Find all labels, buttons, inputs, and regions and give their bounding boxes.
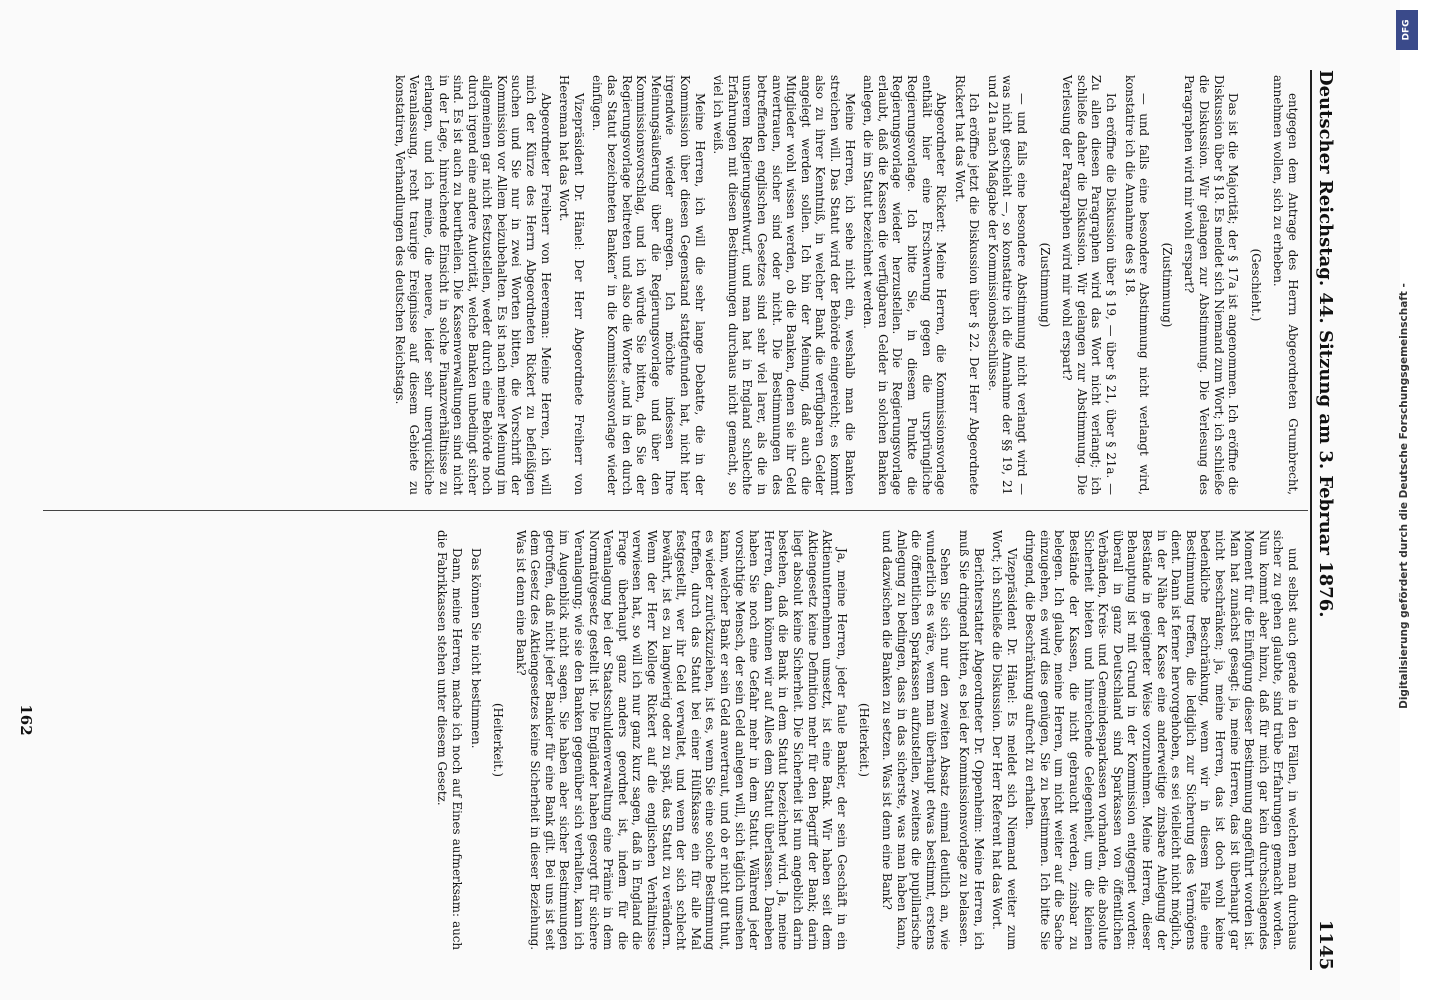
paragraph: — und falls eine besondere Abstimmung nicht verlangt wird — was nicht geschieht —, so konstatire ich die Annahme der §§ 19, 21 und 21a nach Maßgabe der Kommissionsbeschlüsse. bbox=[985, 75, 1030, 495]
paragraph: — und falls eine besondere Abstimmung nicht verlangt wird, konstatire ich die Annahme des § 18. bbox=[1122, 75, 1152, 495]
page-header bbox=[1315, 70, 1355, 970]
paragraph: Berichterstatter Abgeordneter Dr. Oppenheim: Meine Herren, ich muß Sie dringend bitten, es bei der Kommissionsvorlage zu belassen. bbox=[956, 530, 986, 950]
stage-direction: (Heiterkeit.) bbox=[491, 702, 506, 777]
column-divider bbox=[43, 510, 1308, 511]
right-column bbox=[431, 530, 1300, 950]
paragraph: Abgeordneter Rickert: Meine Herren, die Kommissionsvorlage enthält hier eine Erschwerung gegen die ursprüngliche Regierungsvorlage. Ich bitte Sie, in diesem Punkte die Regierungsvorlage wieder herzustellen. Die Regierungsvorlage erlaubt, daß die Kassen die verfügbaren Gelder in solchen Banken anlegen, die im Statut bezeichnet werden. bbox=[861, 75, 949, 495]
paragraph: Ich eröffne jetzt die Diskussion über § 22. Der Herr Abgeordnete Rickert hat das Wort. bbox=[952, 75, 982, 495]
paragraph: Vizepräsident Dr. Hänel: Der Herr Abgeordnete Freiherr von Heereman hat das Wort. bbox=[557, 75, 586, 495]
paragraph: und selbst auch gerade in den Fällen, in welchen man durchaus sicher zu gehen glaubte, sind trübe Erfahrungen gemacht worden. Nun kommt aber hinzu, daß für mich gar kein durchschlagendes Moment für die Einfügung dieser Bestimmung angeführt worden ist. Man hat zunächst gesagt: ja, meine Herren, das ist überhaupt gar nicht beschränken; ja, meine Herren, das ist doch wohl keine bedenkliche Beschränkung, wenn wir in diesem Falle eine Bestimmung treffen, die lediglich zur Sicherung des Vermögens dient. Dann ist ferner hervorgehoben, es sei vielleicht nicht möglich, in der Nähe der Kasse eine anderweitige zinsbare Anlegung der Bestände in geeigneter Weise vorzunehmen. Meine Herren, dieser Behauptung ist mit Grund in der Kommission entgegnet worden: überall in ganz Deutschland sind Sparkassen von öffentlichen Verbänden, Kreis- und Gemeindesparkassen vorhanden, die absolute Sicherheit bieten und hinreichende Gelegenheit, um die kleinen Bestände der Kassen, die nicht gebraucht werden, zinsbar zu belegen. Ich glaube, meine Herren, um nicht weiter auf die Sache einzugehen, es wird dies genügen, Sie zu bestimmen. Ich bitte Sie dringend, die Beschränkung aufrecht zu erhalten. bbox=[1023, 530, 1300, 950]
paragraph: entgegen dem Antrage des Herrn Abgeordneten Grumbrecht, annehmen wollen, sich zu erheben. bbox=[1271, 75, 1300, 495]
header-rule bbox=[1310, 70, 1312, 970]
paragraph: Meine Herren, ich sehe nicht ein, weshalb man die Banken streichen will. Das Statut wird der Behörde eingereicht; es kommt also zu ihrer Kenntniß, in welcher Bank die verfügbaren Gelder angelegt werden sollen. Ich bin der Meinung, daß auch die Mitglieder wohl wissen werden, ob die Banken, denen sie ihr Geld anvertrauen, sicher sind oder nicht. Die Bestimmungen des betreffenden englischen Gesetzes sind sehr viel larer, als die in unserem Regierungsentwurf, und man hat in England schlechte Erfahrungen mit diesen Bestimmungen durchaus nicht gemacht, so viel ich weiß. bbox=[711, 75, 857, 495]
header-title: Deutscher Reichstag. 44. Sitzung am 3. Februar 1876. bbox=[1315, 70, 1336, 618]
paragraph: Das ist die Majorität; der § 17a ist angenommen. Ich eröffne die Diskussion über § 18. Es meldet sich Niemand zum Wort; ich schließe die Diskussion. Wir gelangen zur Abstimmung. Die Verlesung des Paragraphen wird mir wohl erspart? bbox=[1182, 75, 1241, 495]
paragraph: Dann, meine Herren, mache ich noch auf Eines aufmerksam: auch die Fabrikkassen stehen unter diesem Gesetz. bbox=[435, 530, 464, 950]
digitization-note: Digitalisierung gefördert durch die Deutsche Forschungsgemeinschaft - bbox=[1398, 283, 1410, 709]
page-number: 1145 bbox=[1315, 919, 1336, 970]
paragraph: Das können Sie nicht bestimmen. bbox=[468, 548, 483, 749]
paragraph: Ich eröffne die Diskussion über § 19, — über § 21, über § 21a. — Zu allen diesen Paragraphen wird das Wort nicht verlangt; ich schließe daher die Diskussion. Wir gelangen zur Abstimmung. Die Verlesung der Paragraphen wird mir wohl erspart? bbox=[1060, 75, 1119, 495]
stage-direction: (Zustimmung) bbox=[1159, 242, 1174, 328]
page-signature: 162 bbox=[17, 704, 35, 736]
side-note-strip bbox=[1394, 0, 1418, 1000]
dfg-logo: DFG bbox=[1396, 10, 1418, 50]
paragraph: Meine Herren, ich will die sehr lange Debatte, die in der Kommission über diesen Gegenstand stattgefunden hat, nicht hier irgendwie wieder anregen. Ich möchte indessen Ihre Meinungsäußerung über die Regierungsvorlage und über den Kommissionsvorschlag, und ich würde Sie bitten, daß Sie der Regierungsvorlage beitreten und also die Worte „und in den durch das Statut bezeichneten Banken“ in die Kommissionsvorlage wieder einfügen. bbox=[590, 75, 707, 495]
paragraph: Ja, meine Herren, jeder faule Bankier, der sein Geschäft in ein Aktienunternehmen umsetzt, ist eine Bank. Wir haben seit dem Aktiengesetz keine Definition mehr für den Begriff der Bank; darin liegt absolut keine Sicherheit. Die Sicherheit ist nun angeblich darin bestehen, daß die Bank in dem Statut bezeichnet wird. Ja, meine Herren, dann können wir auf Alles dem Statut überlassen. Daneben haben Sie noch eine Gefahr mehr in dem Statut. Während jeder vorsichtige Mensch, der sein Geld anlegen will, sich täglich umsehen kann, welcher Bank er sein Geld anvertraut, und ob er nicht gut thut, es wieder zurückzuziehen, ist es, wenn Sie eine solche Bestimmung treffen, durch das Statut bei einer Hülfskasse ein für alle Mal festgestellt, wer ihr Geld verwaltet, und wenn der sich schlecht bewährt, ist es zu langwierig oder zu spät, das Statut zu verändern. Wenn der Herr Kollege Rickert auf die englischen Verhältnisse verwiesen hat, so will ich nur ganz kurz sagen, daß in England die Frage überhaupt ganz anders geordnet ist, indem für die Veranlagung bei der Staatsschuldenverwaltung eine Prämie in dem Normativgesetz gestellt ist. Die Engländer haben gesorgt für sichere Veranlagung; wie sie den Banken gegenüber sich verhalten, kann ich im Augenblick nicht sagen. Sie haben aber sicher Bestimmungen getroffen, daß nicht jeder Bankier für eine Bank gilt. Bei uns ist seit dem Gesetz des Aktiengesetzes keine Sicherheit in dieser Beziehung. Was ist denn eine Bank? bbox=[513, 530, 849, 950]
paragraph: Vizepräsident Dr. Hänel: Es meldet sich Niemand weiter zum Wort; ich schließe die Diskussion. Der Herr Referent hat das Wort. bbox=[990, 530, 1019, 950]
left-column bbox=[388, 75, 1300, 495]
stage-direction: (Zustimmung) bbox=[1037, 242, 1052, 328]
paragraph: Sehen Sie sich nur den zweiten Absatz einmal deutlich an, wie wunderlich es wäre, wenn man überhaupt etwas bestimmt, erstens die öffentlichen Sparkassen aufzustellen, zweitens die pupillarische Anlegung zu bedingen, dass in das sicherste, was man haben kann, und dazwischen die Banken zu setzen. Was ist denn eine Bank? bbox=[879, 530, 953, 950]
stage-direction: (Geschieht.) bbox=[1248, 248, 1263, 322]
stage-direction: (Heiterkeit.) bbox=[857, 702, 872, 777]
paragraph: Abgeordneter Freiherr von Heereman: Meine Herren, ich will mich der Kürze des Herrn Abgeordneten Rickert zu befleißigen suchen und Sie nur in zwei Worten bitten, die Vorschrift der Kommission vor Allem beizubehalten. Es ist nach meiner Meinung im allgemeinen gar nicht festzustellen, weder durch eine Behörde noch durch irgend eine andere Autorität, welche Banken unbedingt sicher sind. Es ist auch zu beurtheilen. Die Kassenverwaltungen sind nicht in der Lage, hinreichende Einsicht in solche Finanzverhältnisse zu erlangen, und ich meine, die neuere, leider sehr unerquickliche Veranlassung, recht traurige Ereignisse auf diesem Gebiete zu konstatiren, Verhandlungen des deutschen Reichstags. bbox=[392, 75, 553, 495]
